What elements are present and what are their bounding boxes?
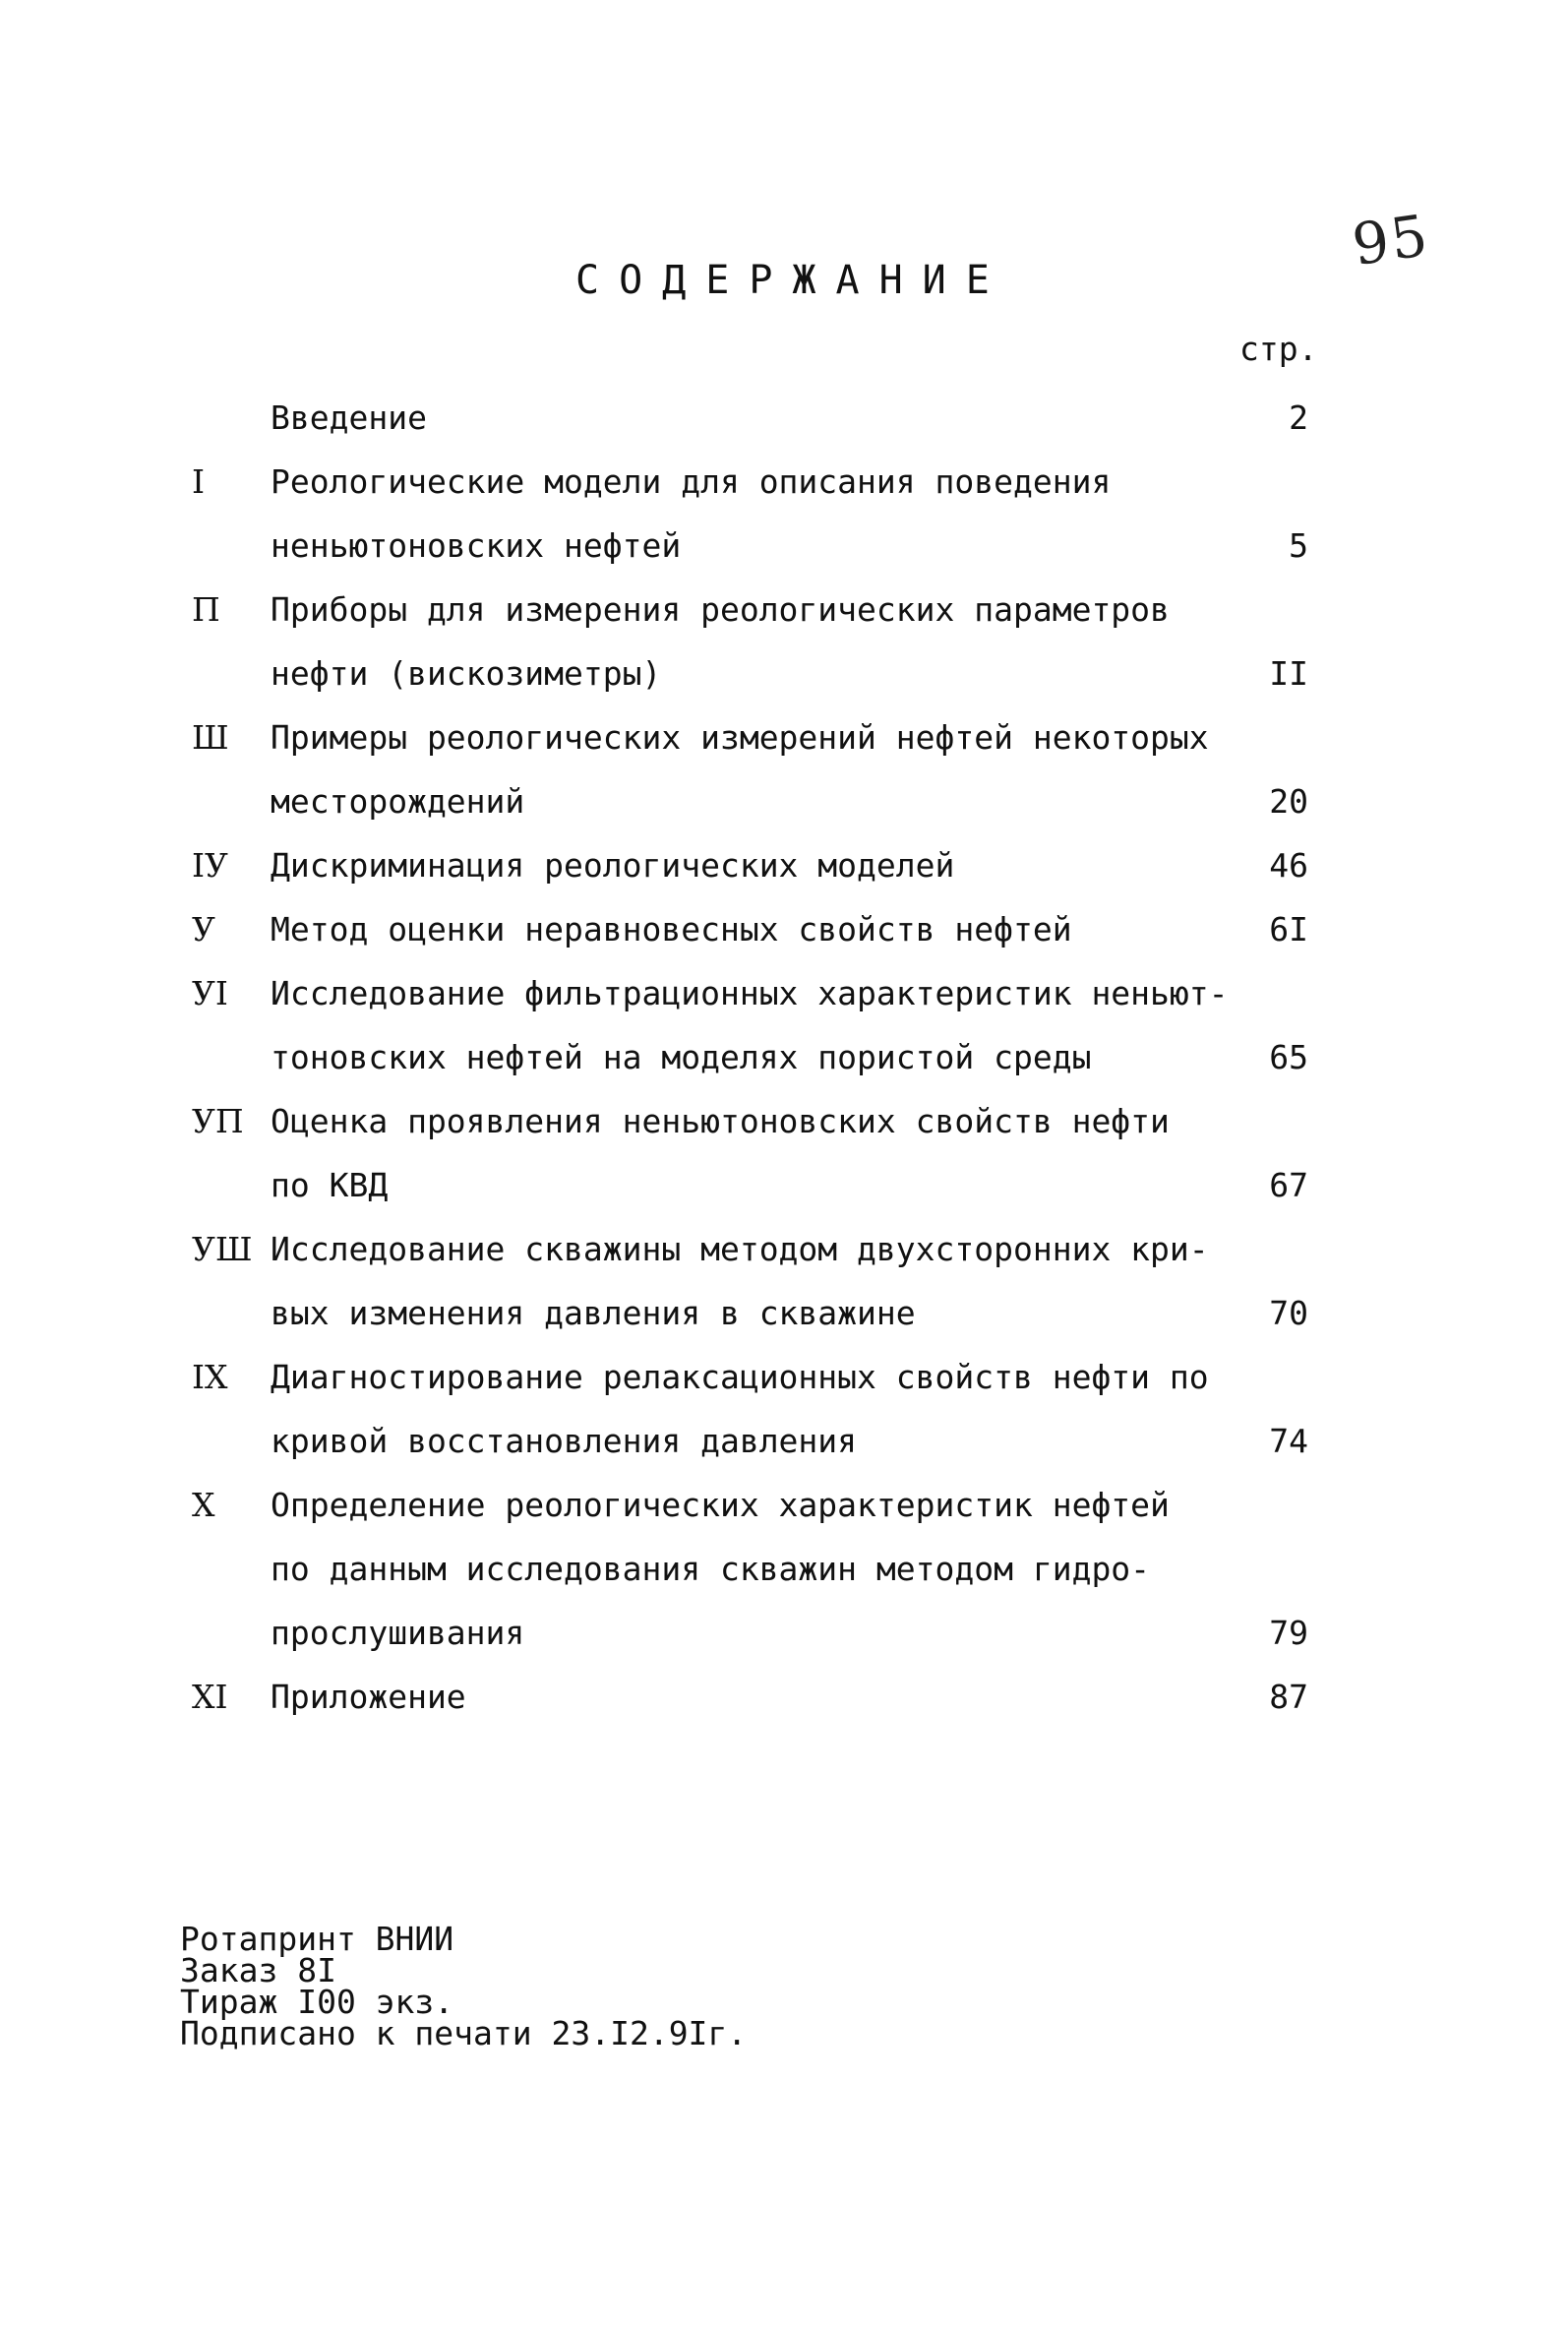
toc-section-title: неньютоновских нефтей	[271, 526, 682, 565]
toc-section-title: Реологические модели для описания поведения	[271, 462, 1112, 501]
toc-section-title: по КВД	[271, 1166, 389, 1204]
toc-entry	[192, 1345, 1353, 1473]
toc-section-number: УШ	[192, 1230, 253, 1268]
toc-section-title: Оценка проявления неньютоновских свойств нефти	[271, 1102, 1170, 1140]
toc-page-number: 87	[1269, 1678, 1308, 1716]
toc-page-number: 79	[1269, 1614, 1308, 1652]
toc-section-number: УП	[192, 1102, 244, 1140]
toc-line	[192, 1665, 1353, 1729]
table-of-contents	[192, 386, 1353, 1729]
toc-entry	[192, 833, 1353, 897]
toc-section-title: тоновских нефтей на моделях пористой среды	[271, 1038, 1092, 1076]
toc-section-number: IX	[192, 1358, 228, 1396]
toc-entry	[192, 578, 1353, 705]
toc-section-number: I	[192, 462, 206, 501]
page-column-header: стр.	[1239, 330, 1318, 368]
toc-page-number: 46	[1269, 846, 1308, 885]
toc-entry	[192, 450, 1353, 578]
toc-section-number: XI	[192, 1678, 228, 1716]
toc-line	[192, 897, 1353, 961]
toc-section-title: Метод оценки неравновесных свойств нефтей	[271, 910, 1072, 948]
toc-entry	[192, 1217, 1353, 1345]
toc-section-number: УI	[192, 974, 228, 1012]
toc-section-title: Введение	[271, 398, 427, 437]
toc-entry	[192, 1665, 1353, 1729]
toc-section-title: Диагностирование релаксационных свойств нефти по	[271, 1358, 1209, 1396]
toc-section-title: кривой восстановления давления	[271, 1422, 858, 1460]
toc-section-number: X	[192, 1486, 215, 1524]
toc-line	[192, 642, 1353, 705]
toc-entry	[192, 386, 1353, 450]
toc-line	[192, 514, 1353, 578]
toc-section-title: Исследование скважины методом двухсторонних кри-	[271, 1230, 1209, 1268]
toc-section-title: по данным исследования скважин методом гидро-	[271, 1550, 1151, 1588]
toc-section-title: вых изменения давления в скважине	[271, 1294, 916, 1332]
toc-line	[192, 1409, 1353, 1473]
toc-line	[192, 1025, 1353, 1089]
toc-page-number: 6I	[1269, 910, 1308, 948]
toc-page-number: 65	[1269, 1038, 1308, 1076]
toc-section-title: прослушивания	[271, 1614, 525, 1652]
toc-entry	[192, 705, 1353, 833]
toc-entry	[192, 1473, 1353, 1665]
toc-entry	[192, 897, 1353, 961]
toc-page-number: II	[1269, 654, 1308, 693]
imprint-printer: Ротапринт ВНИИ	[180, 1920, 454, 1958]
toc-line	[192, 578, 1353, 642]
toc-section-title: месторождений	[271, 782, 525, 821]
toc-line	[192, 833, 1353, 897]
toc-line	[192, 1217, 1353, 1281]
toc-line	[192, 961, 1353, 1025]
toc-line	[192, 705, 1353, 769]
imprint	[180, 1920, 748, 2052]
toc-line	[192, 1473, 1353, 1537]
toc-entry	[192, 1089, 1353, 1217]
toc-line	[192, 1537, 1353, 1601]
toc-section-title: Приложение	[271, 1678, 466, 1716]
toc-page-number: 2	[1289, 398, 1308, 437]
toc-page-number: 20	[1269, 782, 1308, 821]
page-title: СОДЕРЖАНИЕ	[575, 258, 1009, 303]
toc-section-title: Дискриминация реологических моделей	[271, 846, 955, 885]
toc-page-number: 67	[1269, 1166, 1308, 1204]
imprint-order: Заказ 8I	[180, 1951, 336, 1989]
toc-page-number: 74	[1269, 1422, 1308, 1460]
toc-section-number: Ш	[192, 718, 229, 757]
handwritten-page-number: 95	[1348, 201, 1434, 279]
toc-section-title: нефти (вискозиметры)	[271, 654, 662, 693]
toc-line	[192, 1345, 1353, 1409]
imprint-print-run: Тираж I00 экз.	[180, 1983, 454, 2021]
toc-entry	[192, 961, 1353, 1089]
toc-line	[192, 769, 1353, 833]
toc-section-title: Приборы для измерения реологических параметров	[271, 590, 1170, 629]
toc-line	[192, 1281, 1353, 1345]
toc-section-title: Примеры реологических измерений нефтей некоторых	[271, 718, 1209, 757]
toc-line	[192, 1089, 1353, 1153]
toc-page-number: 5	[1289, 526, 1308, 565]
toc-line	[192, 450, 1353, 514]
imprint-signed-date: Подписано к печати 23.I2.9Iг.	[180, 2014, 748, 2052]
toc-section-title: Определение реологических характеристик нефтей	[271, 1486, 1170, 1524]
toc-line	[192, 386, 1353, 450]
toc-line	[192, 1601, 1353, 1665]
toc-line	[192, 1153, 1353, 1217]
toc-section-title: Исследование фильтрационных характеристик неньют-	[271, 974, 1229, 1012]
toc-section-number: У	[192, 910, 215, 948]
toc-section-number: П	[192, 590, 220, 629]
toc-page-number: 70	[1269, 1294, 1308, 1332]
toc-section-number: IУ	[192, 846, 228, 885]
